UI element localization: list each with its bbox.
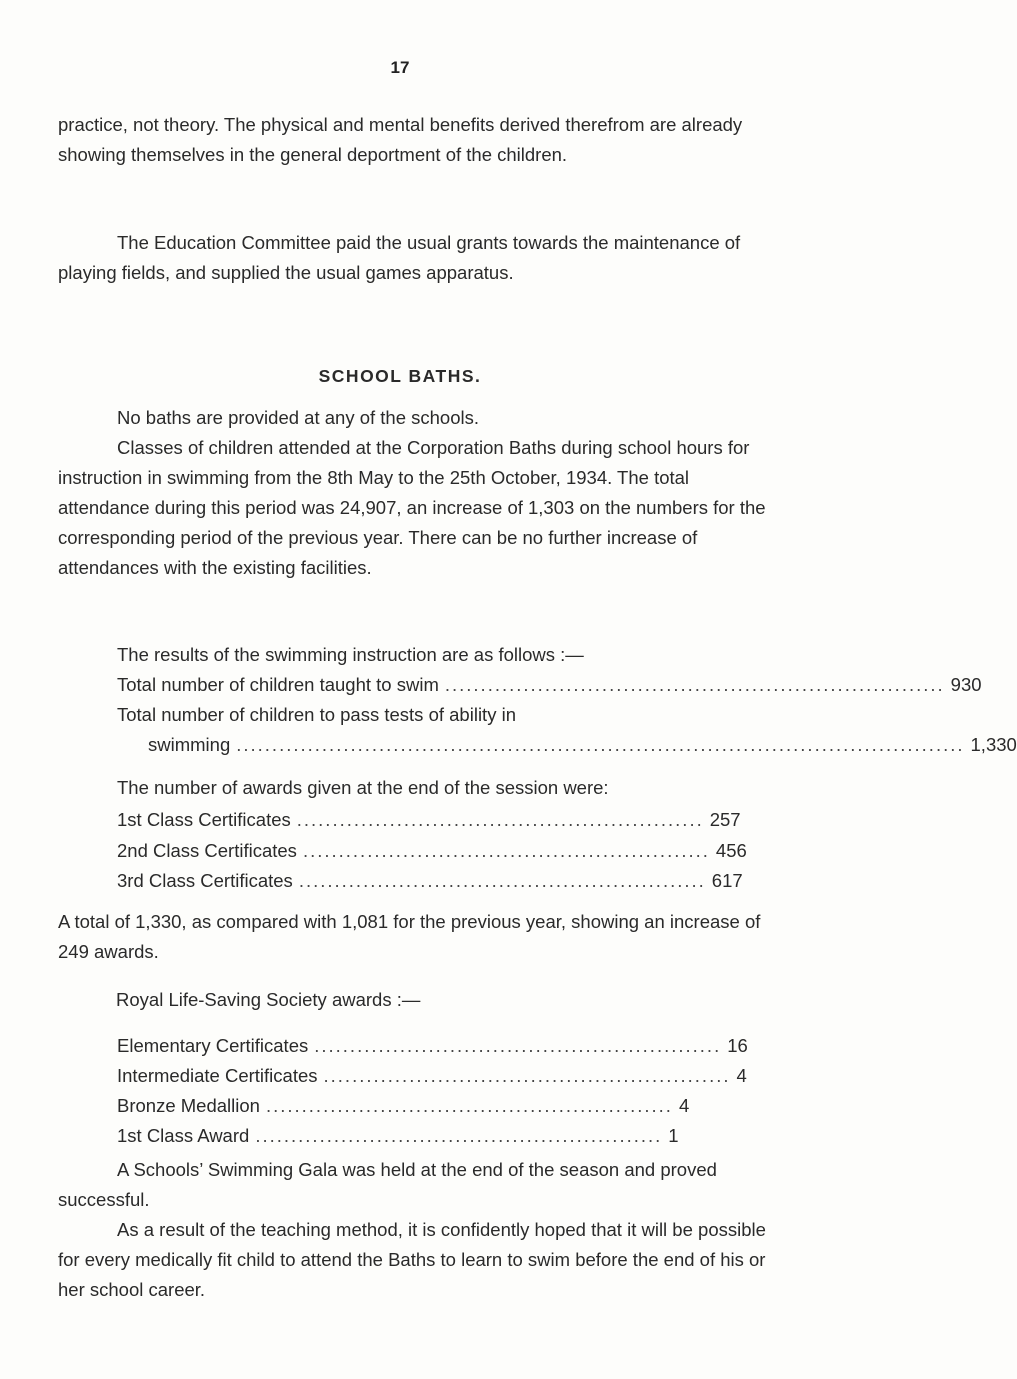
royal-row [117,1121,679,1151]
leader-dots: ......................................................... [255,1125,663,1146]
section-heading: SCHOOL BATHS. [318,366,482,386]
leader-dots: ......................................................... [302,840,710,861]
result-label: swimming [148,734,231,755]
royal-value: 1 [668,1125,679,1146]
royal-label: 1st Class Award [117,1125,250,1146]
royal-row [117,1031,748,1061]
royal-value: 4 [736,1065,747,1086]
result-value: 1,330 [970,734,1017,755]
result-label-line: Total number of children to pass tests of ability in [117,704,516,725]
page-number: 17 [390,58,410,77]
leader-dots: ...................................................................................................... [236,734,965,755]
award-label: 2nd Class Certificates [117,840,297,861]
royal-label: Elementary Certificates [117,1035,309,1056]
total-paragraph: A total of 1,330, as compared with 1,081 for the previous year, showing an increase of 249 awards. [58,911,761,962]
leader-dots: ......................................................... [296,809,704,830]
award-value: 456 [715,840,747,861]
royal-label: Bronze Medallion [117,1095,260,1116]
royal-label: Intermediate Certificates [117,1065,318,1086]
award-value: 257 [709,809,741,830]
result-label: Total number of children taught to swim [117,674,439,695]
award-value: 617 [711,870,743,891]
leader-dots: ...................................................................... [444,674,945,695]
result-row [117,670,982,700]
result-row [148,730,1017,760]
royal-row [117,1091,690,1121]
baths-paragraph-2: Classes of children attended at the Corporation Baths during school hours for instruction in swimming from the 8th May to the 25th October, 1934. The total attendance during this period was 24,907, an increase of 1,303 on the numbers for the corresponding period of the previous year. There can be no further increase of attendances with the existing facilities. [58,437,766,578]
intro-paragraph-2: The Education Committee paid the usual grants towards the maintenance of playing fields, and supplied the usual games apparatus. [58,232,741,283]
result-value: 930 [950,674,982,695]
royal-heading: Royal Life-Saving Society awards :— [116,989,421,1010]
closing-paragraph: As a result of the teaching method, it is confidently hoped that it will be possible for every medically fit child to attend the Baths to learn to swim before the end of his or her school career. [58,1219,766,1300]
baths-paragraph-3: The results of the swimming instruction are as follows :— [117,644,584,665]
award-label: 1st Class Certificates [117,809,291,830]
leader-dots: ......................................................... [265,1095,673,1116]
leader-dots: ......................................................... [314,1035,722,1056]
gala-paragraph: A Schools’ Swimming Gala was held at the end of the season and proved successful. [58,1159,717,1210]
award-label: 3rd Class Certificates [117,870,293,891]
royal-row [117,1061,747,1091]
leader-dots: ......................................................... [323,1065,731,1086]
award-row [117,836,747,866]
royal-value: 16 [727,1035,748,1056]
royal-value: 4 [678,1095,690,1116]
awards-intro: The number of awards given at the end of the session were: [117,777,609,798]
baths-paragraph-1: No baths are provided at any of the schools. [117,407,479,428]
award-row [117,866,743,896]
intro-paragraph-1: practice, not theory. The physical and mental benefits derived therefrom are already showing themselves in the general deportment of the children. [58,114,743,165]
award-row [117,805,741,835]
leader-dots: ......................................................... [298,870,706,891]
